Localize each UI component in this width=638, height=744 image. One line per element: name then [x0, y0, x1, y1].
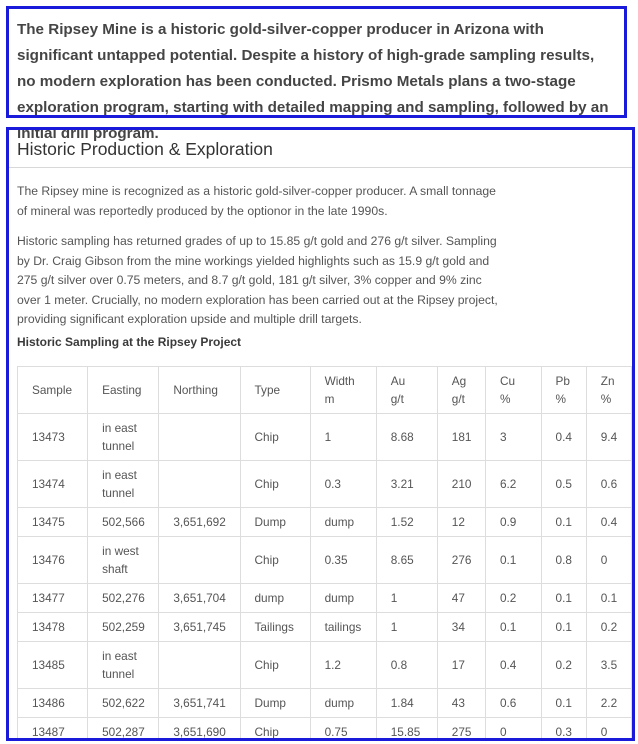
sampling-table — [17, 366, 632, 741]
table-row — [18, 461, 632, 508]
cell-sample: 13476 — [18, 537, 88, 584]
sampling-paragraph: Historic sampling has returned grades of up to 15.85 g/t gold and 276 g/t silver. Sampling by Dr. Craig Gibson from the mine workings yielded highlights such as 15.9 g/t gold and 275 g/t silver over 0.75 meters, and 8.7 g/t gold, 181 g/t silver, 3% copper and 9% zinc over 1 meter. Crucially, no modern exploration has been carried out at the Ripsey project, providing significant exploration upside and multiple drill targets. — [17, 234, 498, 326]
cell-ag: 210 — [437, 461, 485, 508]
cell-pb: 0.1 — [541, 508, 586, 537]
cell-ag: 12 — [437, 508, 485, 537]
cell-type: Chip — [240, 537, 310, 584]
cell-cu: 0.6 — [485, 689, 541, 718]
cell-au: 1 — [376, 613, 437, 642]
cell-zn: 3.5 — [586, 642, 631, 689]
cell-cu: 0.9 — [485, 508, 541, 537]
cell-northing: 3,651,745 — [159, 613, 240, 642]
cell-zn: 0.2 — [586, 613, 631, 642]
cell-northing — [159, 537, 240, 584]
cell-pb: 0.5 — [541, 461, 586, 508]
header-easting: Easting — [88, 367, 159, 414]
cell-zn: 2.2 — [586, 689, 631, 718]
cell-au: 1 — [376, 584, 437, 613]
cell-width: tailings — [310, 613, 376, 642]
cell-cu: 0.1 — [485, 537, 541, 584]
cell-sample: 13487 — [18, 718, 88, 742]
cell-type: Chip — [240, 414, 310, 461]
cell-type: Dump — [240, 508, 310, 537]
cell-au: 15.85 — [376, 718, 437, 742]
header-au: Au g/t — [376, 367, 437, 414]
cell-width: dump — [310, 689, 376, 718]
cell-zn: 0.6 — [586, 461, 631, 508]
table-row — [18, 508, 632, 537]
cell-pb: 0.1 — [541, 613, 586, 642]
cell-zn: 0 — [586, 718, 631, 742]
cell-sample: 13473 — [18, 414, 88, 461]
historic-section — [6, 127, 635, 741]
cell-sample: 13477 — [18, 584, 88, 613]
cell-easting: in west shaft — [88, 537, 159, 584]
summary-text: The Ripsey Mine is a historic gold-silver-copper producer in Arizona with significant untapped potential. Despite a history of high-grade sampling results, no modern exploration has been conducted. Prismo Metals plans a two-stage exploration program, starting with detailed mapping and sampling, followed by an initial drill program. — [17, 21, 609, 142]
cell-zn: 9.4 — [586, 414, 631, 461]
cell-sample: 13474 — [18, 461, 88, 508]
cell-ag: 181 — [437, 414, 485, 461]
cell-northing: 3,651,741 — [159, 689, 240, 718]
header-zn: Zn % — [586, 367, 631, 414]
cell-au: 8.65 — [376, 537, 437, 584]
cell-type: Tailings — [240, 613, 310, 642]
cell-northing: 3,651,690 — [159, 718, 240, 742]
cell-au: 8.68 — [376, 414, 437, 461]
cell-northing — [159, 461, 240, 508]
cell-cu: 0.4 — [485, 642, 541, 689]
table-header-row — [18, 367, 632, 414]
cell-width: 0.35 — [310, 537, 376, 584]
cell-zn: 0.4 — [586, 508, 631, 537]
cell-sample: 13475 — [18, 508, 88, 537]
cell-width: 0.75 — [310, 718, 376, 742]
table-row — [18, 414, 632, 461]
cell-ag: 43 — [437, 689, 485, 718]
cell-type: Chip — [240, 718, 310, 742]
cell-cu: 0.2 — [485, 584, 541, 613]
cell-pb: 0.1 — [541, 689, 586, 718]
section-title: Historic Production & Exploration — [17, 139, 273, 159]
cell-pb: 0.3 — [541, 718, 586, 742]
cell-cu: 0 — [485, 718, 541, 742]
header-width: Width m — [310, 367, 376, 414]
cell-type: dump — [240, 584, 310, 613]
cell-cu: 0.1 — [485, 613, 541, 642]
cell-sample: 13478 — [18, 613, 88, 642]
cell-easting: in east tunnel — [88, 642, 159, 689]
cell-easting: 502,566 — [88, 508, 159, 537]
cell-ag: 47 — [437, 584, 485, 613]
cell-au: 1.52 — [376, 508, 437, 537]
table-row — [18, 613, 632, 642]
cell-sample: 13486 — [18, 689, 88, 718]
title-divider — [9, 167, 632, 168]
cell-type: Dump — [240, 689, 310, 718]
cell-au: 1.84 — [376, 689, 437, 718]
cell-width: 0.3 — [310, 461, 376, 508]
cell-ag: 34 — [437, 613, 485, 642]
cell-cu: 3 — [485, 414, 541, 461]
cell-type: Chip — [240, 461, 310, 508]
table-row — [18, 584, 632, 613]
header-type: Type — [240, 367, 310, 414]
production-paragraph: The Ripsey mine is recognized as a historic gold-silver-copper producer. A small tonnage of mineral was reportedly produced by the optionor in the late 1990s. — [17, 184, 496, 218]
cell-ag: 275 — [437, 718, 485, 742]
cell-ag: 17 — [437, 642, 485, 689]
cell-width: dump — [310, 584, 376, 613]
cell-easting: in east tunnel — [88, 461, 159, 508]
cell-cu: 6.2 — [485, 461, 541, 508]
cell-pb: 0.8 — [541, 537, 586, 584]
cell-width: 1 — [310, 414, 376, 461]
table-row — [18, 642, 632, 689]
cell-sample: 13485 — [18, 642, 88, 689]
header-northing: Northing — [159, 367, 240, 414]
cell-northing: 3,651,692 — [159, 508, 240, 537]
cell-easting: in east tunnel — [88, 414, 159, 461]
table-row — [18, 537, 632, 584]
table-title: Historic Sampling at the Ripsey Project — [17, 335, 242, 349]
header-pb: Pb % — [541, 367, 586, 414]
cell-pb: 0.1 — [541, 584, 586, 613]
cell-northing — [159, 414, 240, 461]
cell-au: 3.21 — [376, 461, 437, 508]
summary-box — [6, 6, 627, 142]
header-cu: Cu % — [485, 367, 541, 414]
cell-easting: 502,622 — [88, 689, 159, 718]
cell-easting: 502,276 — [88, 584, 159, 613]
header-ag: Ag g/t — [437, 367, 485, 414]
cell-ag: 276 — [437, 537, 485, 584]
cell-width: 1.2 — [310, 642, 376, 689]
cell-northing — [159, 642, 240, 689]
cell-pb: 0.2 — [541, 642, 586, 689]
cell-au: 0.8 — [376, 642, 437, 689]
table-row — [18, 689, 632, 718]
cell-zn: 0.1 — [586, 584, 631, 613]
table-row — [18, 718, 632, 742]
header-sample: Sample — [18, 367, 88, 414]
cell-zn: 0 — [586, 537, 631, 584]
cell-pb: 0.4 — [541, 414, 586, 461]
cell-northing: 3,651,704 — [159, 584, 240, 613]
cell-easting: 502,287 — [88, 718, 159, 742]
cell-type: Chip — [240, 642, 310, 689]
cell-easting: 502,259 — [88, 613, 159, 642]
cell-width: dump — [310, 508, 376, 537]
table-body — [18, 414, 632, 742]
